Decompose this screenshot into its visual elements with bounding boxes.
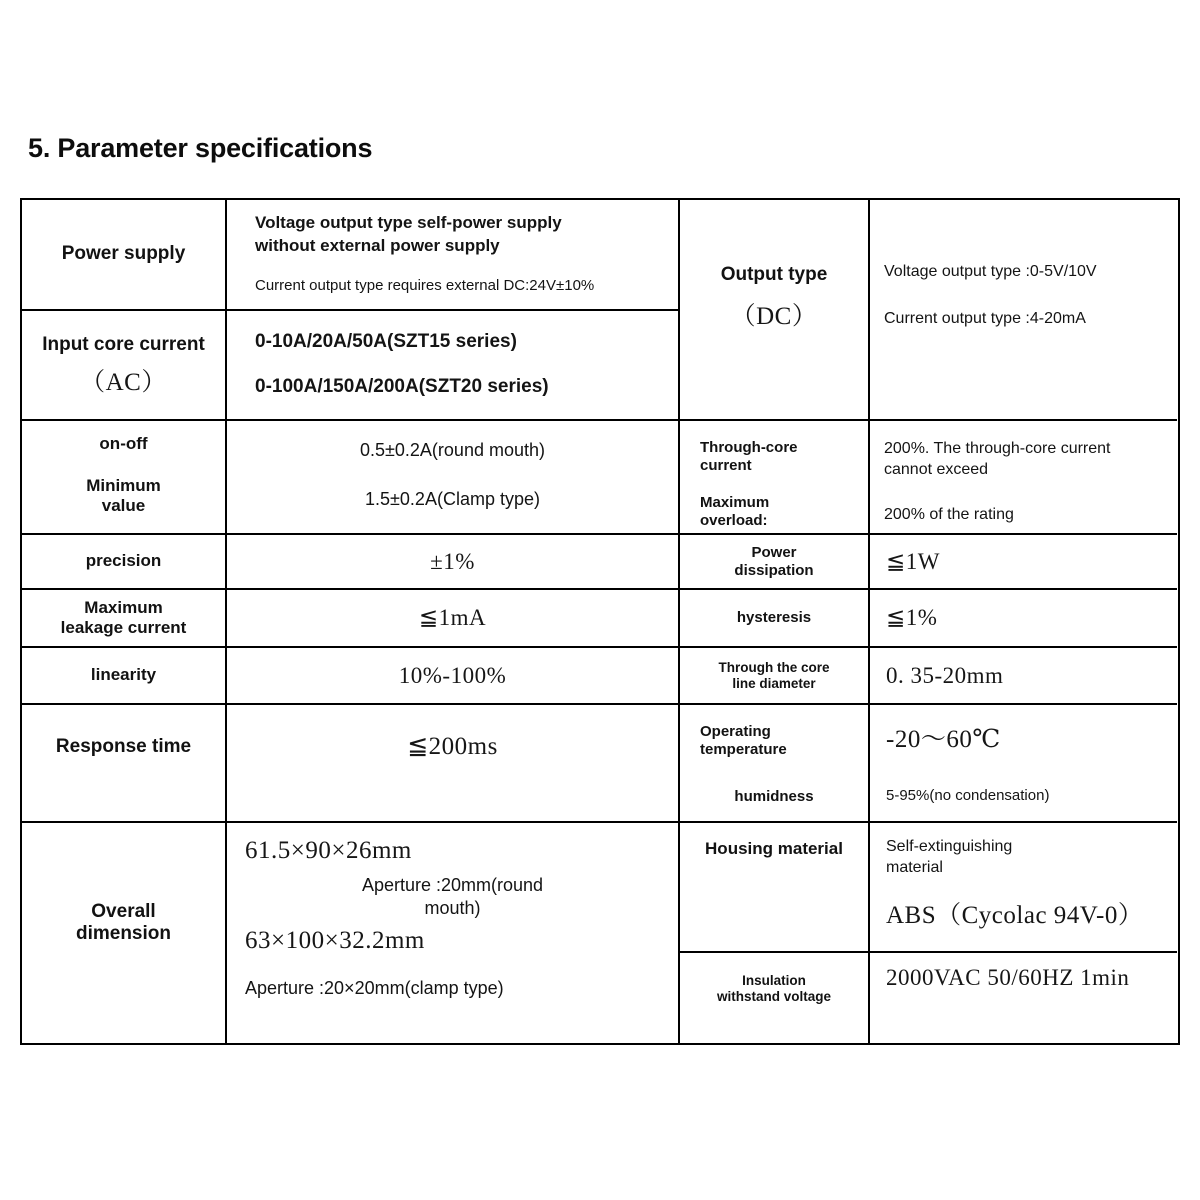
page-title: 5. Parameter specifications bbox=[28, 133, 373, 163]
row-value-through-core-line-diameter: 0. 35-20mm bbox=[870, 648, 1177, 705]
row-label-response-time: Response time bbox=[22, 705, 227, 823]
row-label-power-supply: Power supply bbox=[22, 200, 227, 311]
row-label-insulation-withstand-voltage: Insulation withstand voltage bbox=[680, 953, 870, 1045]
row-label-through-core-current-maximum-overload: Through-core current Maximum overload: bbox=[680, 421, 870, 535]
row-label-output-type: Output type （DC） bbox=[680, 200, 870, 421]
row-value-power-supply: Voltage output type self-power supply without external power supply Current output type requires external DC:24V±10% bbox=[227, 200, 680, 311]
row-label-input-core-current: Input core current （AC） bbox=[22, 311, 227, 421]
row-value-overall-dimension: 61.5×90×26mm Aperture :20mm(round mouth) 63×100×32.2mm Aperture :20×20mm(clamp type) bbox=[227, 823, 680, 1045]
row-value-on-off-minimum-value: 0.5±0.2A(round mouth) 1.5±0.2A(Clamp type) bbox=[227, 421, 680, 535]
row-value-insulation-withstand-voltage: 2000VAC 50/60HZ 1min bbox=[886, 965, 1130, 990]
row-value-housing-material: Self-extinguishing material ABS（Cycolac 94V-0） bbox=[870, 823, 1177, 953]
row-value-precision: ±1% bbox=[227, 535, 680, 590]
row-label-operating-temperature-humidness: Operating temperature humidness bbox=[680, 705, 870, 823]
row-label-housing-material: Housing material bbox=[680, 823, 870, 953]
row-label-hysteresis: hysteresis bbox=[680, 590, 870, 648]
row-label-through-core-line-diameter: Through the core line diameter bbox=[680, 648, 870, 705]
row-label-power-dissipation: Power dissipation bbox=[680, 535, 870, 590]
row-value-operating-temperature-humidness: -20～60℃ 5-95%(no condensation) bbox=[870, 705, 1177, 823]
parameter-specifications-table bbox=[20, 198, 1180, 1045]
row-value-response-time: ≦200ms bbox=[227, 705, 680, 823]
row-label-on-off-minimum-value: on-off Minimum value bbox=[22, 421, 227, 535]
row-label-overall-dimension: Overall dimension bbox=[22, 823, 227, 1045]
row-label-linearity: linearity bbox=[22, 648, 227, 705]
row-label-maximum-leakage-current: Maximum leakage current bbox=[22, 590, 227, 648]
row-value-linearity: 10%-100% bbox=[227, 648, 680, 705]
row-label-precision: precision bbox=[22, 535, 227, 590]
row-value-output-type: Voltage output type :0-5V/10V Current output type :4-20mA bbox=[870, 200, 1177, 421]
row-value-hysteresis: ≦1% bbox=[870, 590, 1177, 648]
row-value-input-core-current: 0-10A/20A/50A(SZT15 series) 0-100A/150A/200A(SZT20 series) bbox=[227, 311, 680, 421]
row-value-maximum-leakage-current: ≦1mA bbox=[227, 590, 680, 648]
row-value-through-core-current-maximum-overload: 200%. The through-core current cannot exceed 200% of the rating bbox=[870, 421, 1177, 535]
row-value-power-dissipation: ≦1W bbox=[870, 535, 1177, 590]
